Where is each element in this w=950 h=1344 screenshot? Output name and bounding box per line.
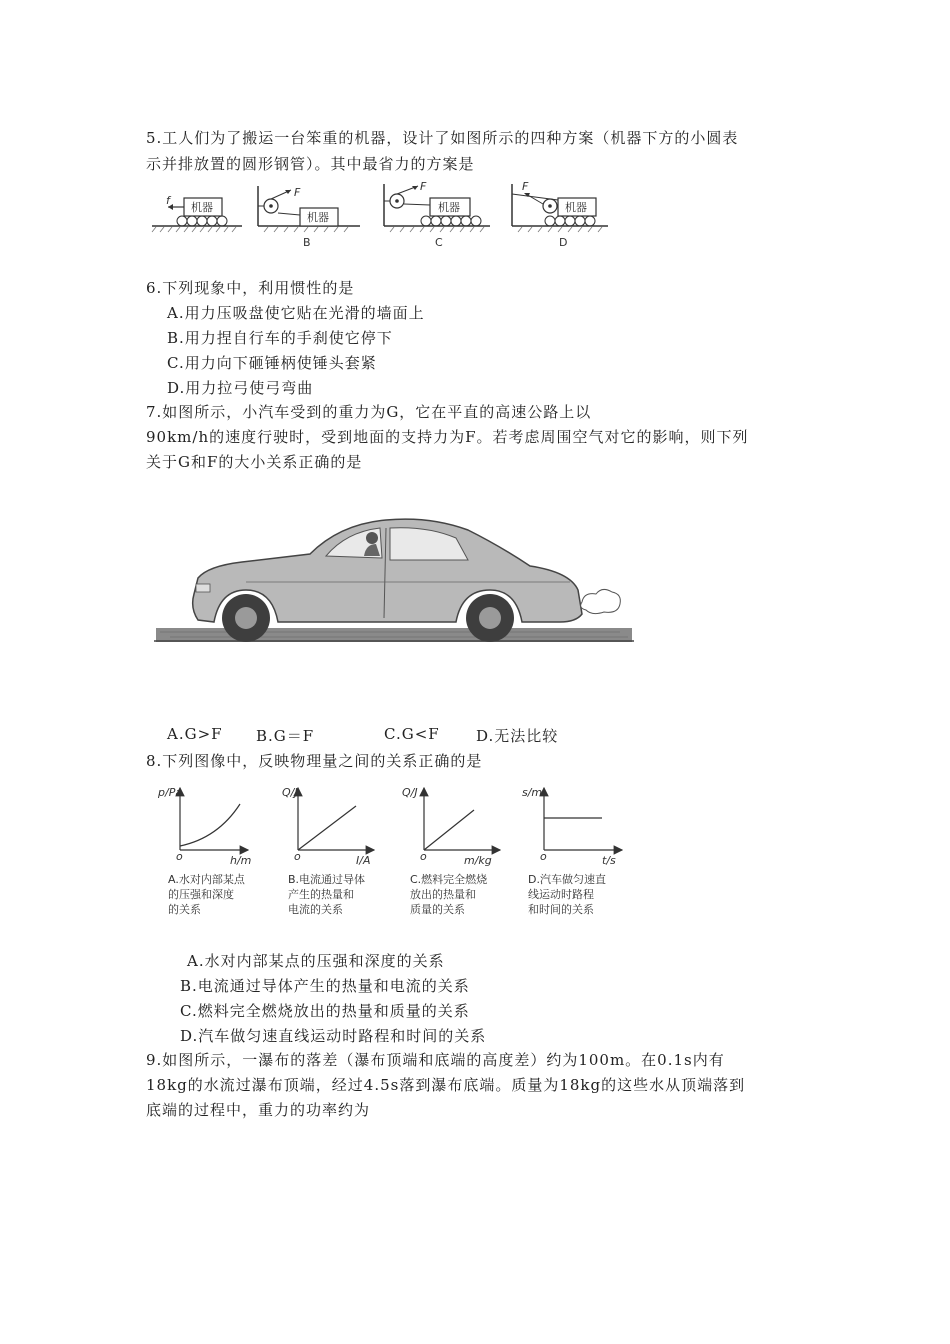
graph-b-caption-line3: 电流的关系	[288, 903, 343, 916]
graph-a-caption-line3: 的关系	[168, 903, 201, 916]
q6-option-c: C.用力向下砸锤柄使锤头套紧	[167, 354, 377, 372]
q6-option-a: A.用力压吸盘使它贴在光滑的墙面上	[167, 304, 425, 322]
q6-option-d: D.用力拉弓使弓弯曲	[167, 379, 314, 397]
graph-b-caption-line2: 产生的热量和	[288, 888, 354, 901]
graph-d-caption-line1: D.汽车做匀速直	[528, 873, 606, 886]
q5-figure-label-c: C	[435, 236, 443, 249]
graph-c-caption-line2: 放出的热量和	[410, 888, 476, 901]
graph-d-caption-line2: 线运动时路程	[528, 888, 594, 901]
q5-figure-d	[512, 180, 608, 249]
q8-graphs	[150, 782, 630, 870]
graph-b-caption	[288, 872, 365, 917]
q5-machine-label-c: 机器	[438, 201, 460, 214]
q9-stem-line2: 18kg的水流过瀑布顶端，经过4.5s落到瀑布底端。质量为18kg的这些水从顶端落到	[146, 1076, 746, 1094]
graph-c-caption	[410, 872, 487, 917]
q8-option-d: D.汽车做匀速直线运动时路程和时间的关系	[180, 1027, 487, 1045]
q5-figure	[150, 180, 610, 252]
q5-figure-label-d: D	[559, 236, 568, 249]
graph-d-caption	[528, 872, 606, 917]
graph-d-origin: o	[540, 850, 547, 863]
q5-force-label-c: F	[420, 180, 427, 193]
graph-c-caption-line3: 质量的关系	[410, 903, 465, 916]
graph-d-caption-line3: 和时间的关系	[528, 903, 594, 916]
q5-machine-label-b: 机器	[307, 211, 329, 224]
graph-a-caption-line1: A.水对内部某点	[168, 873, 245, 886]
q5-figure-a	[152, 194, 242, 232]
graph-a-origin: o	[176, 850, 183, 863]
graph-b-caption-line1: B.电流通过导体	[288, 873, 366, 886]
q5-figure-c	[384, 180, 490, 249]
q9-stem-line3: 底端的过程中，重力的功率约为	[146, 1101, 371, 1119]
graph-d	[522, 786, 622, 867]
graph-a	[157, 786, 251, 867]
q6-option-b: B.用力捏自行车的手刹使它停下	[167, 329, 393, 347]
graph-d-xlabel: t/s	[602, 854, 616, 867]
graph-a-caption-line2: 的压强和深度	[168, 888, 234, 901]
q8-option-c: C.燃料完全燃烧放出的热量和质量的关系	[180, 1002, 470, 1020]
q7-option-d: D.无法比较	[476, 727, 559, 745]
graph-b-xlabel: I/A	[356, 854, 371, 867]
q8-stem: 8.下列图像中，反映物理量之间的关系正确的是	[146, 752, 483, 770]
q5-stem-line2: 示并排放置的圆形钢管）。其中最省力的方案是	[146, 155, 475, 173]
q8-option-a: A.水对内部某点的压强和深度的关系	[187, 952, 445, 970]
q7-option-c: C.G<F	[384, 725, 440, 743]
graph-a-ylabel: p/Pa	[158, 786, 183, 799]
graph-a-caption	[168, 872, 245, 917]
q5-figure-b	[258, 186, 360, 249]
graph-c	[402, 786, 500, 867]
q5-machine-label-d: 机器	[565, 201, 587, 214]
q6-stem: 6.下列现象中，利用惯性的是	[146, 279, 355, 297]
q5-stem-line1: 5.工人们为了搬运一台笨重的机器，设计了如图所示的四种方案（机器下方的小圆表	[146, 129, 739, 147]
q5-force-label-d: F	[522, 180, 529, 193]
q7-stem-line1: 7.如图所示，小汽车受到的重力为G，它在平直的高速公路上以	[146, 403, 592, 421]
graph-b-ylabel: Q/J	[282, 786, 298, 799]
graph-c-ylabel: Q/J	[402, 786, 418, 799]
graph-d-ylabel: s/m	[522, 786, 543, 799]
q7-stem-line2: 90km/h的速度行驶时，受到地面的支持力为F。若考虑周围空气对它的影响，则下列	[146, 428, 749, 446]
graph-c-origin: o	[420, 850, 427, 863]
graph-a-xlabel: h/m	[230, 854, 252, 867]
q7-option-b: B.G＝F	[256, 727, 315, 745]
graph-b-origin: o	[294, 850, 301, 863]
graph-b	[282, 786, 374, 867]
q5-force-label-a: f	[166, 194, 170, 207]
q7-option-a: A.G>F	[167, 725, 223, 743]
q5-machine-label-a: 机器	[191, 201, 213, 214]
graph-c-xlabel: m/kg	[464, 854, 492, 867]
q8-option-b: B.电流通过导体产生的热量和电流的关系	[180, 977, 470, 995]
graph-c-caption-line1: C.燃料完全燃烧	[410, 873, 488, 886]
q9-stem-line1: 9.如图所示，一瀑布的落差（瀑布顶端和底端的高度差）约为100m。在0.1s内有	[146, 1051, 725, 1069]
q5-force-label-b: F	[294, 186, 301, 199]
q5-figure-label-b: B	[303, 236, 311, 249]
q7-stem-line3: 关于G和F的大小关系正确的是	[146, 453, 363, 471]
car-illustration	[150, 510, 640, 670]
